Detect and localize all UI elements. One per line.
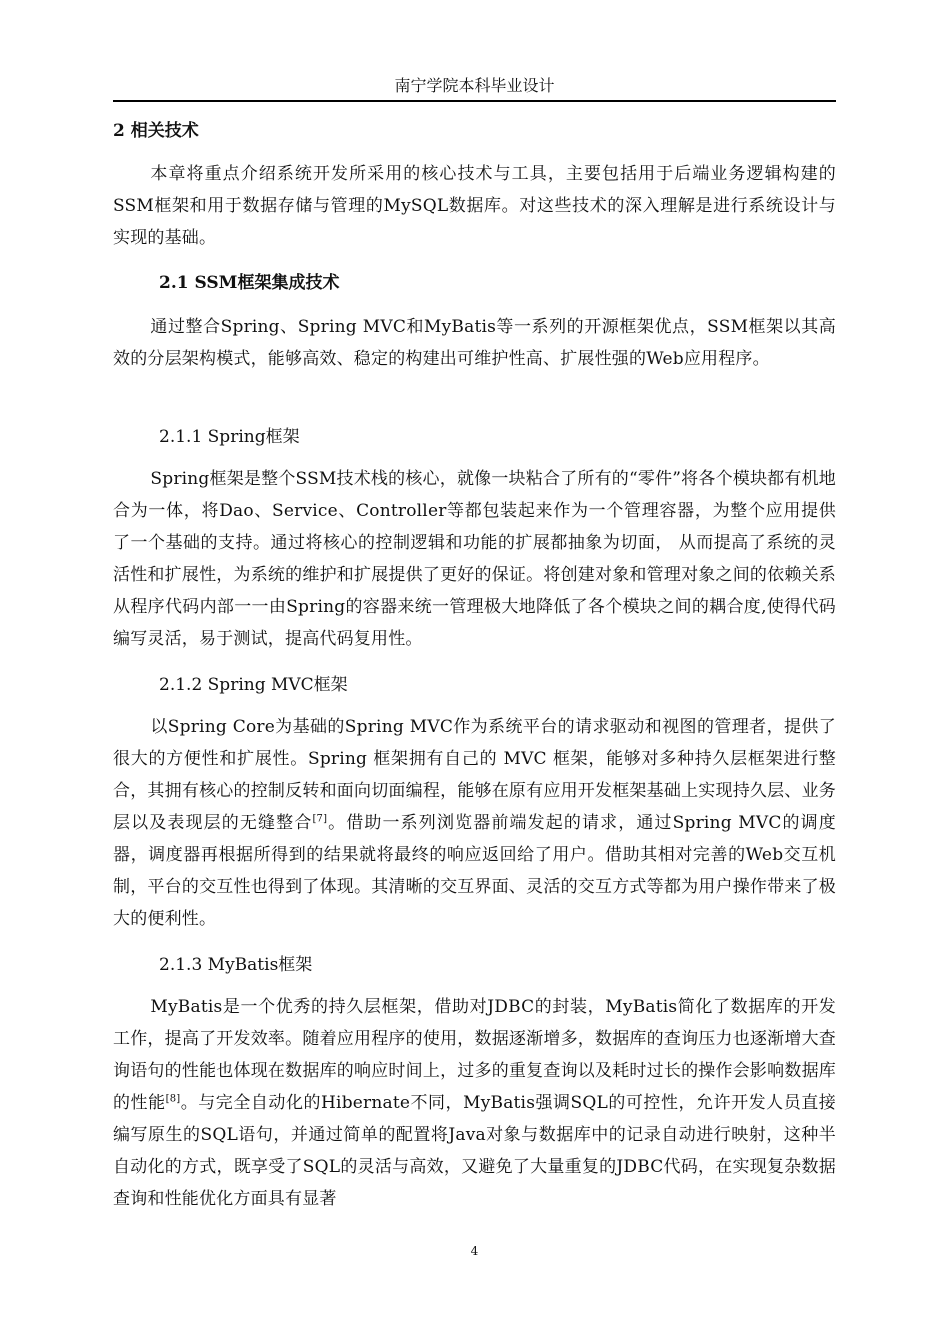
citation-8: [8] xyxy=(165,1093,181,1105)
paragraph-2-1-2 xyxy=(113,711,836,935)
header-divider xyxy=(113,100,836,102)
paragraph-2-1-3 xyxy=(113,991,836,1215)
chapter-heading: 2 相关技术 xyxy=(113,121,199,141)
page-number: 4 xyxy=(470,1244,479,1258)
page-header: 南宁学院本科毕业设计 xyxy=(394,76,555,95)
paragraph-2-1: 通过整合Spring、Spring MVC和MyBatis等一系列的开源框架优点，SSM框架以其高效的分层架构模式，能够高效、稳定的构建出可维护性高、扩展性强的Web应用程序。 xyxy=(113,317,836,369)
subsection-heading-2-1-1: 2.1.1 Spring框架 xyxy=(159,427,300,447)
paragraph-2-1-2-part-a: 以Spring Core为基础的Spring MVC作为系统平台的请求驱动和视图的管理者，提供了很大的方便性和扩展性。Spring 框架拥有自己的 MVC 框架，能够对多种持久层框架进行整合，其拥有核心的控制反转和面向切面编程，能够在原有应用开发框架基础上实现持久层、业务层以及表现层的无缝整合 xyxy=(113,717,836,833)
paragraph-2-1-2-part-b: 。借助一系列浏览器前端发起的请求，通过Spring MVC的调度器，调度器再根据所得到的结果就将最终的响应返回给了用户。借助其相对完善的Web交互机制，平台的交互性也得到了体现。其清晰的交互界面、灵活的交互方式等都为用户操作带来了极大的便利性。 xyxy=(113,813,836,929)
subsection-heading-2-1-2: 2.1.2 Spring MVC框架 xyxy=(159,675,348,695)
intro-paragraph: 本章将重点介绍系统开发所采用的核心技术与工具，主要包括用于后端业务逻辑构建的SSM框架和用于数据存储与管理的MySQL数据库。对这些技术的深入理解是进行系统设计与实现的基础。 xyxy=(113,164,836,248)
paragraph-2-1-3-part-b: 。与完全自动化的Hibernate不同，MyBatis强调SQL的可控性，允许开发人员直接编写原生的SQL语句，并通过简单的配置将Java对象与数据库中的记录自动进行映射，这种半自动化的方式，既享受了SQL的灵活与高效，又避免了大量重复的JDBC代码，在实现复杂数据查询和性能优化方面具有显著 xyxy=(113,1093,836,1209)
section-heading-2-1: 2.1 SSM框架集成技术 xyxy=(159,273,340,293)
paragraph-2-1-3-part-a: MyBatis是一个优秀的持久层框架，借助对JDBC的封装，MyBatis简化了数据库的开发工作，提高了开发效率。随着应用程序的使用，数据逐渐增多，数据库的查询压力也逐渐增大查询语句的性能也体现在数据库的响应时间上，过多的重复查询以及耗时过长的操作会影响数据库的性能 xyxy=(113,997,836,1113)
paragraph-2-1-1: Spring框架是整个SSM技术栈的核心，就像一块粘合了所有的“零件”将各个模块都有机地合为一体，将Dao、Service、Controller等都包装起来作为一个管理容器，为整个应用提供了一个基础的支持。通过将核心的控制逻辑和功能的扩展都抽象为切面， 从而提高了系统的灵活性和扩展性，为系统的维护和扩展提供了更好的保证。将创建对象和管理对象之间的依赖关系从程序代码内部一一由Spring的容器来统一管理极大地降低了各个模块之间的耦合度,使得代码编写灵活，易于测试，提高代码复用性。 xyxy=(113,469,836,649)
citation-7: [7] xyxy=(312,813,328,825)
subsection-heading-2-1-3: 2.1.3 MyBatis框架 xyxy=(159,955,313,975)
